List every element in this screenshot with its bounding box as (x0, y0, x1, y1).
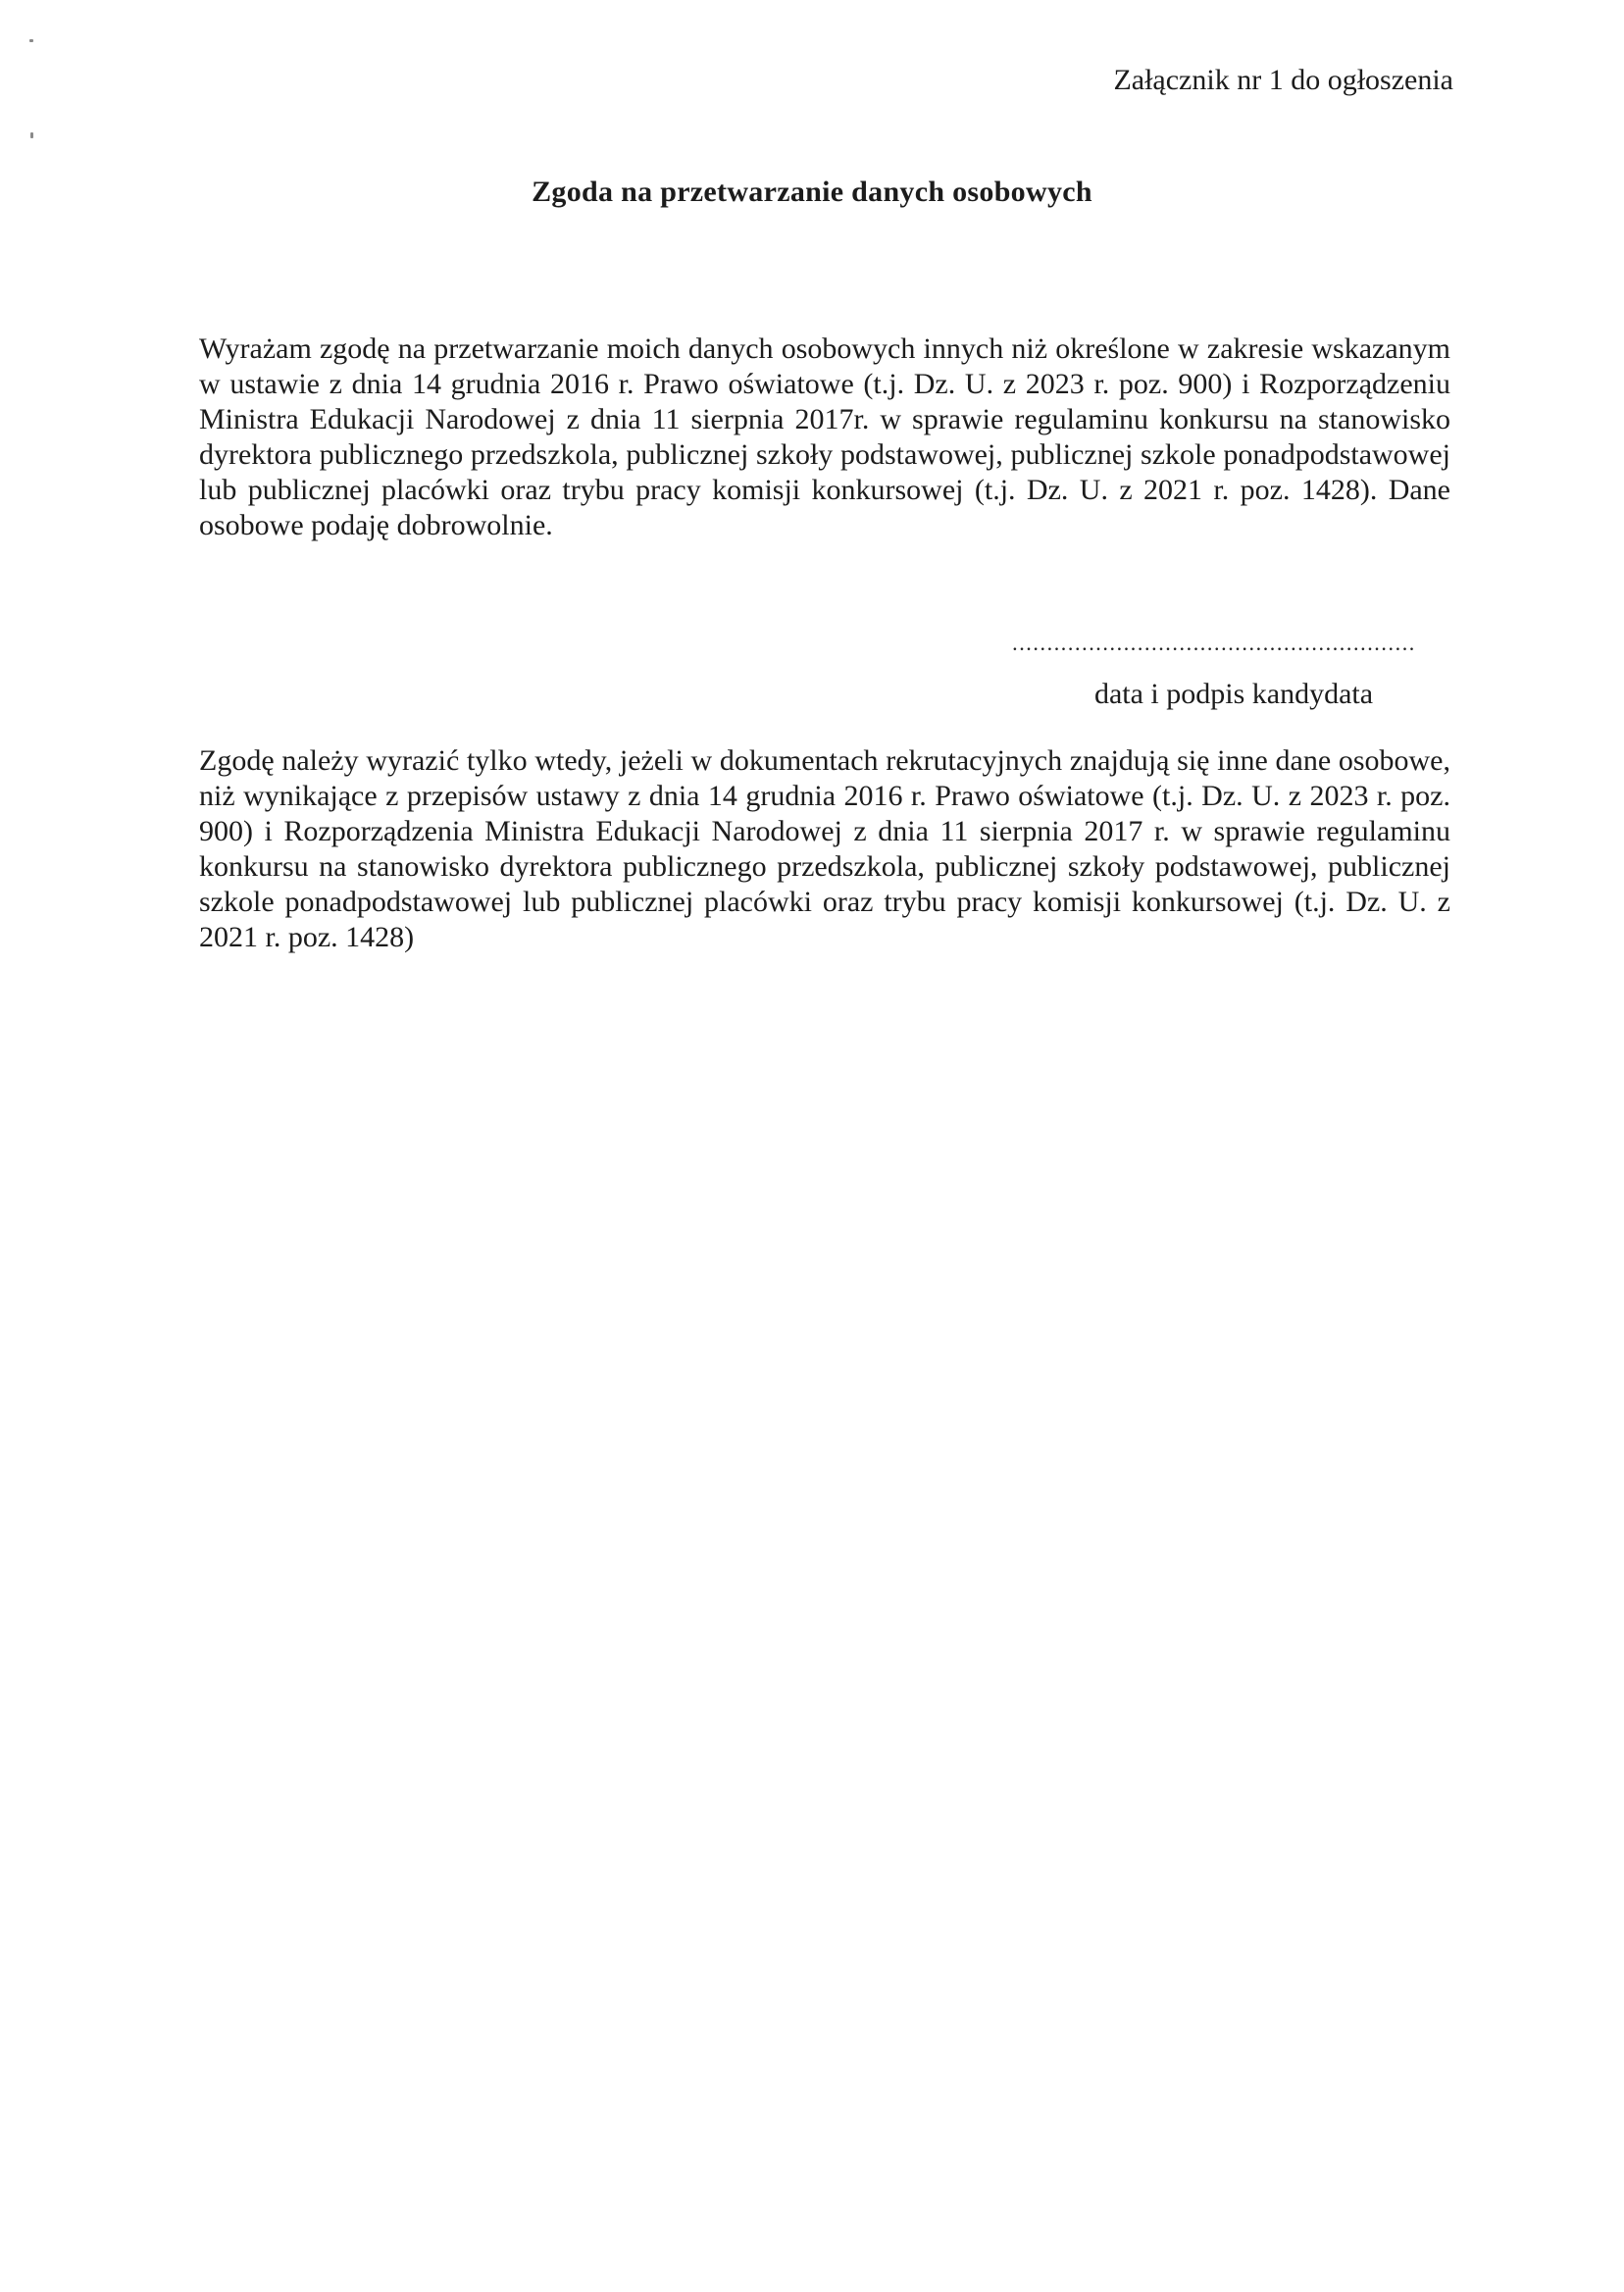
consent-note-paragraph: Zgodę należy wyrazić tylko wtedy, jeżeli w dokumentach rekrutacyjnych znajdują się inne dane osobowe, niż wynikające z przepisów ustawy z dnia 14 grudnia 2016 r. Prawo oświatowe (t.j. Dz. U. z 2023 r. poz. 900) i Rozporządzenia Ministra Edukacji Narodowej z dnia 11 sierpnia 2017 r. w sprawie regulaminu konkursu na stanowisko dyrektora publicznego przedszkola, publicznej szkoły podstawowej, publicznej szkole ponadpodstawowej lub publicznej placówki oraz trybu pracy komisji konkursowej (t.j. Dz. U. z 2021 r. poz. 1428) (199, 744, 1450, 953)
signature-line: .......................................................... (1012, 636, 1416, 655)
signature-block (979, 636, 1449, 712)
scan-artifact-mark (30, 132, 33, 138)
signature-caption: data i podpis kandydata (1093, 678, 1374, 710)
scan-artifact-mark (29, 39, 33, 42)
page-title: Zgoda na przetwarzanie danych osobowych (532, 176, 1092, 208)
attachment-label: Załącznik nr 1 do ogłoszenia (1113, 64, 1453, 96)
consent-paragraph: Wyrażam zgodę na przetwarzanie moich danych osobowych innych niż określone w zakresie wskazanym w ustawie z dnia 14 grudnia 2016 r. Prawo oświatowe (t.j. Dz. U. z 2023 r. poz. 900) i Rozporządzeniu Ministra Edukacji Narodowej z dnia 11 sierpnia 2017r. w sprawie regulaminu konkursu na stanowisko dyrektora publicznego przedszkola, publicznej szkoły podstawowej, publicznej szkole ponadpodstawowej lub publicznej placówki oraz trybu pracy komisji konkursowej (t.j. Dz. U. z 2021 r. poz. 1428). Dane osobowe podaję dobrowolnie. (199, 332, 1450, 541)
